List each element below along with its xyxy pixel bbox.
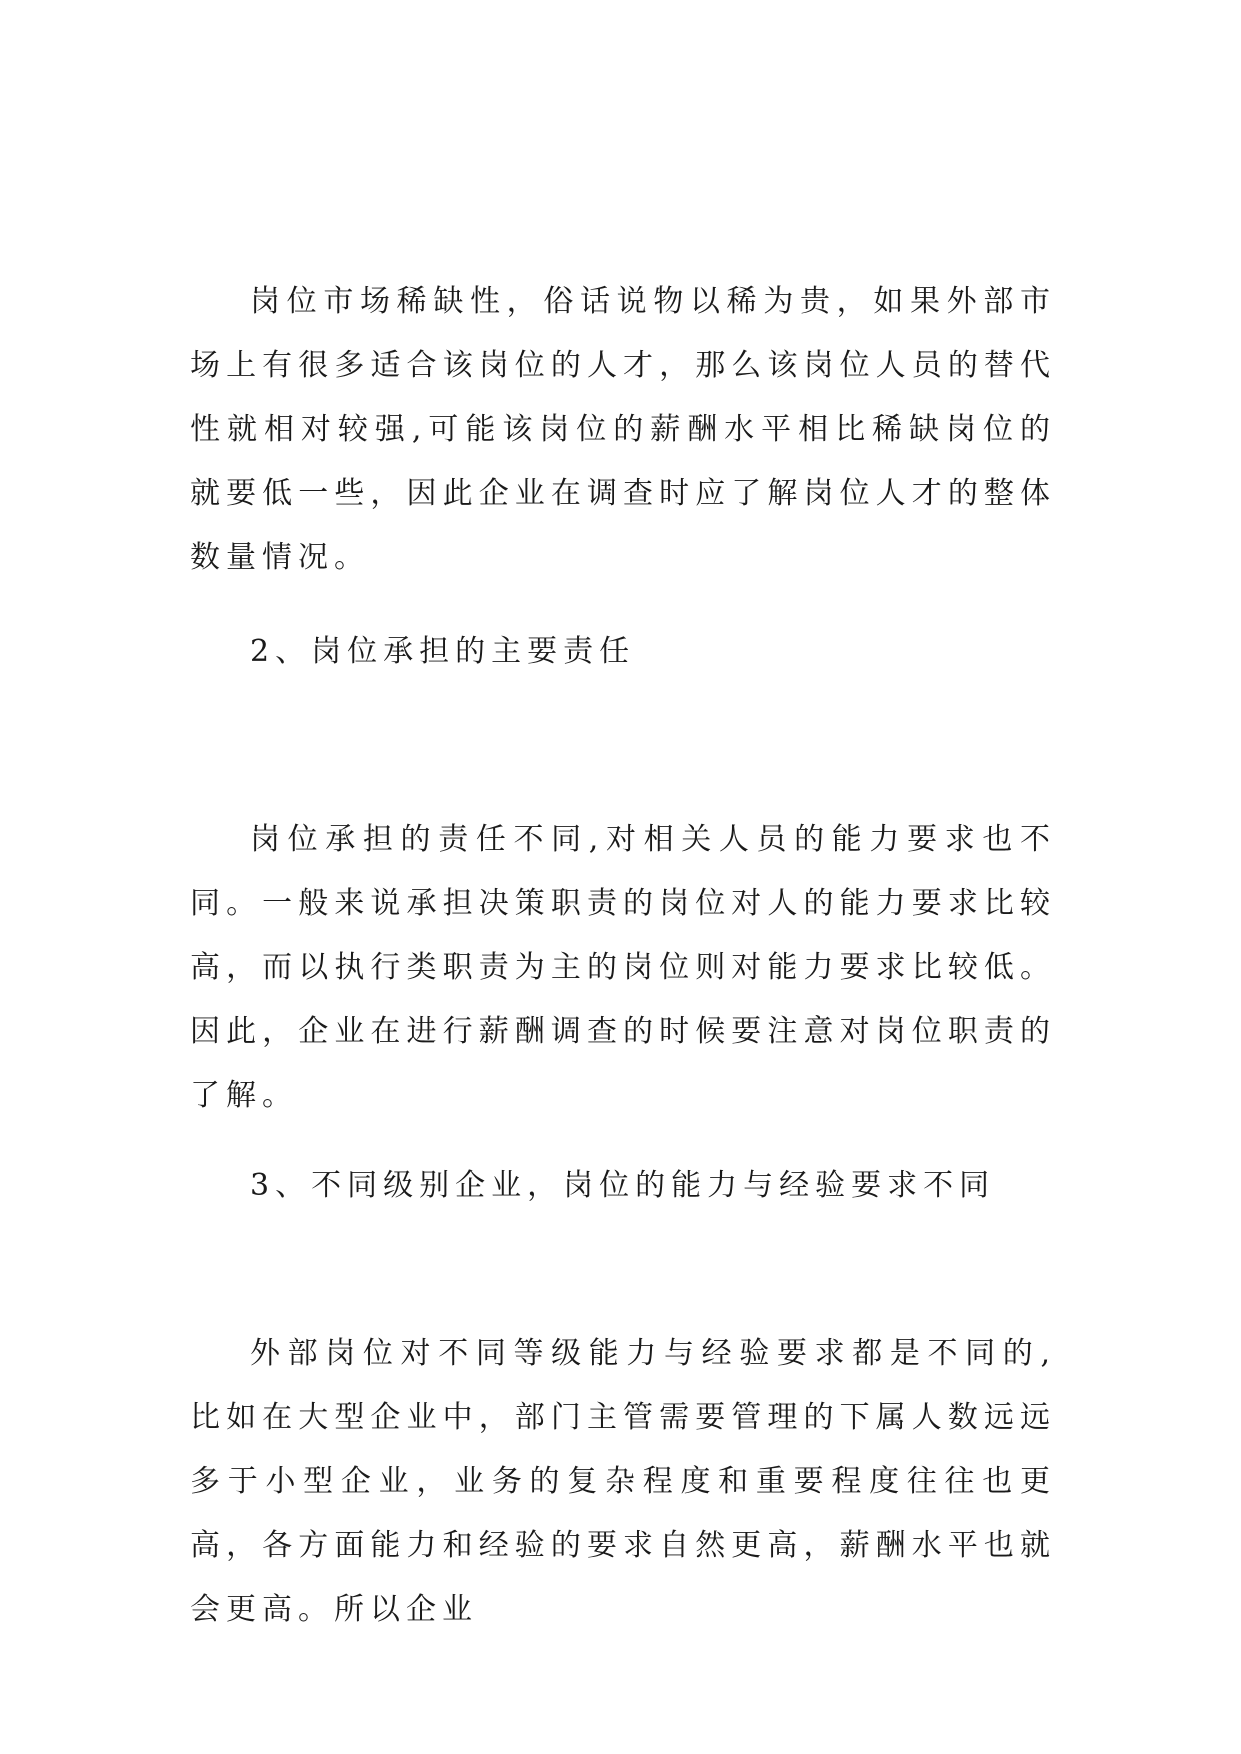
heading-main-responsibility: 2、岗位承担的主要责任 (250, 634, 636, 669)
paragraph-enterprise-level: 外部岗位对不同等级能力与经验要求都是不同的,比如在大型企业中，部门主管需要管理的下属人数远远多于小型企业，业务的复杂程度和重要程度往往也更高，各方面能力和经验的要求自然更高，薪酬水平也就会更高。所以企业 (190, 1336, 1056, 1627)
paragraph-job-scarcity: 岗位市场稀缺性，俗话说物以稀为贵，如果外部市场上有很多适合该岗位的人才，那么该岗位人员的替代性就相对较强,可能该岗位的薪酬水平相比稀缺岗位的就要低一些，因此企业在调查时应了解岗位人才的整体数量情况。 (190, 284, 1056, 575)
heading-enterprise-level: 3、不同级别企业，岗位的能力与经验要求不同 (250, 1168, 996, 1203)
paragraph-responsibility: 岗位承担的责任不同,对相关人员的能力要求也不同。一般来说承担决策职责的岗位对人的能力要求比较高，而以执行类职责为主的岗位则对能力要求比较低。因此，企业在进行薪酬调查的时候要注意对岗位职责的了解。 (190, 822, 1056, 1113)
